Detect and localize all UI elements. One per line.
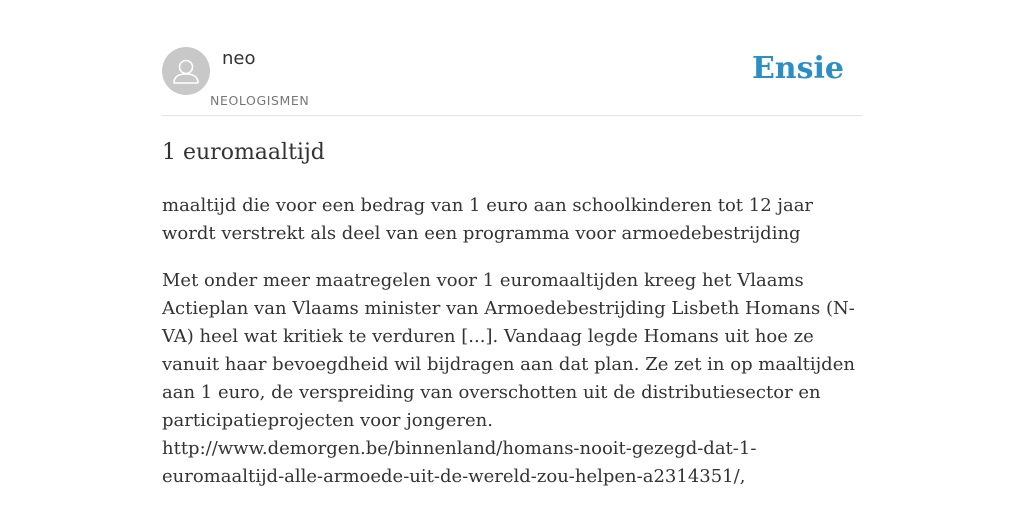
username[interactable]: neo (222, 48, 256, 69)
user-silhouette-icon (162, 47, 210, 95)
entry-example (162, 267, 862, 491)
header-divider (162, 115, 862, 116)
category-label[interactable]: NEOLOGISMEN (210, 93, 310, 108)
example-text: Met onder meer maatregelen voor 1 euromaaltijden kreeg het Vlaams Actieplan van Vlaams minister van Armoedebestrijding Lisbeth Homans (N-VA) heel wat kritiek te verduren [...]. Vandaag legde Homans uit hoe ze vanuit haar bevoegdheid wil bijdragen aan dat plan. Ze zet in op maaltijden aan 1 euro, de verspreiding van overschotten uit de distributiesector en participatieprojecten voor jongeren. (162, 270, 855, 431)
source-url: http://www.demorgen.be/binnenland/homans-nooit-gezegd-dat-1-euromaaltijd-alle-armoede-uit-de-wereld-zou-helpen-a2314351/, (162, 438, 757, 487)
entry-definition: maaltijd die voor een bedrag van 1 euro aan schoolkinderen tot 12 jaar wordt verstrekt als deel van een programma voor armoedebestrijding (162, 195, 814, 244)
brand-logo[interactable]: Ensie (751, 51, 844, 86)
avatar[interactable] (162, 47, 210, 95)
entry-header (162, 46, 862, 116)
entry-title: 1 euromaaltijd (162, 140, 325, 165)
